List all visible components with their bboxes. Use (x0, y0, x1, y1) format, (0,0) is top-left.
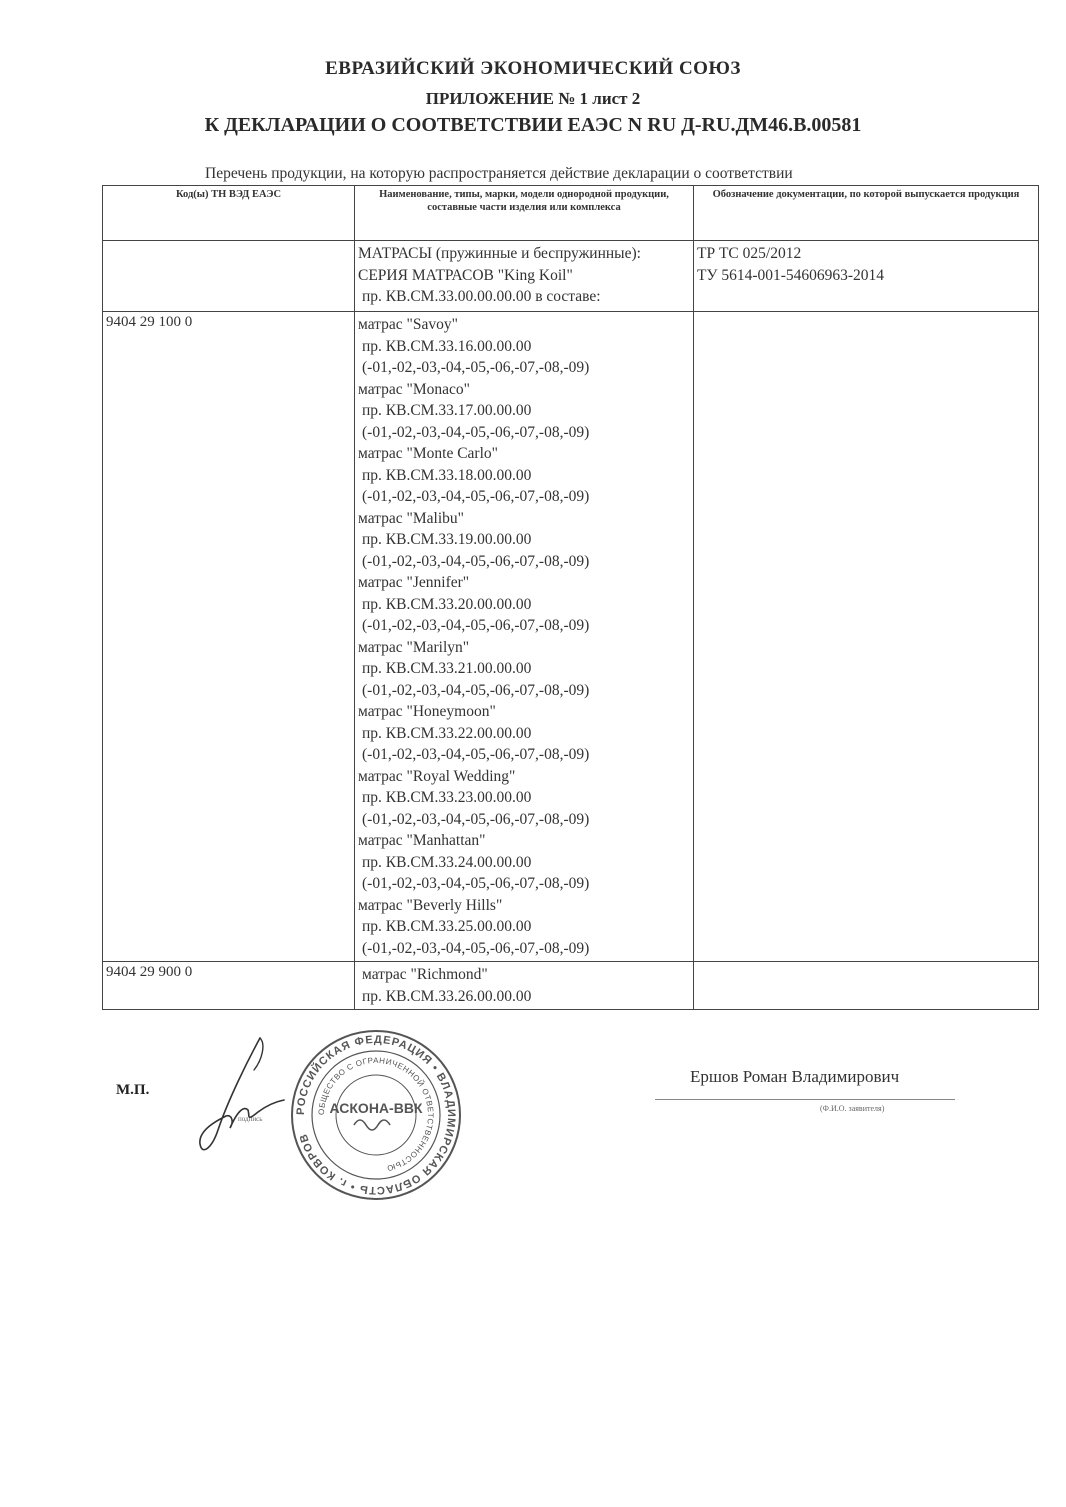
product-table (102, 185, 1039, 1010)
text-line: (-01,-02,-03,-04,-05,-06,-07,-08,-09) (362, 359, 590, 376)
seal-center-text: АСКОНА-ВВК (329, 1100, 423, 1116)
main-code-cell: 9404 29 100 0 (103, 312, 355, 962)
text-line: матрас "Beverly Hills" (358, 896, 503, 914)
text-line: (-01,-02,-03,-04,-05,-06,-07,-08,-09) (362, 939, 590, 957)
intro-code-cell (103, 241, 355, 312)
text-line: пр. КВ.СМ.33.22.00.00.00 (362, 724, 532, 742)
text-line: ТУ 5614-001-54606963-2014 (697, 266, 885, 284)
fio-label: (Ф.И.О. заявителя) (820, 1104, 885, 1113)
text-line: МАТРАСЫ (пружинные и беспружинные): (358, 245, 641, 262)
text-line: пр. КВ.СМ.33.19.00.00.00 (362, 531, 532, 548)
text-line: (-01,-02,-03,-04,-05,-06,-07,-08,-09) (362, 423, 590, 441)
text-line: матрас "Savoy" (358, 316, 458, 333)
main-doc-cell (694, 312, 1039, 962)
table-row (103, 962, 1039, 1010)
signer-name: Ершов Роман Владимирович (690, 1067, 900, 1086)
table-row (103, 312, 1039, 962)
text-line: (-01,-02,-03,-04,-05,-06,-07,-08,-09) (362, 810, 590, 828)
main-name-cell (355, 312, 694, 962)
text-line: (-01,-02,-03,-04,-05,-06,-07,-08,-09) (362, 617, 590, 634)
signature-icon (188, 1030, 298, 1160)
last-code-cell: 9404 29 900 0 (103, 962, 355, 1010)
seal-inner-text: ОБЩЕСТВО С ОГРАНИЧЕННОЙ ОТВЕТСТВЕННОСТЬЮ (316, 1055, 436, 1173)
header-codes: Код(ы) ТН ВЭД ЕАЭС (103, 186, 355, 241)
text-line: пр. КВ.СМ.33.16.00.00.00 (362, 337, 532, 355)
text-line: (-01,-02,-03,-04,-05,-06,-07,-08,-09) (362, 746, 590, 763)
text-line: матрас "Jennifer" (358, 574, 470, 591)
table-header-row (103, 186, 1039, 241)
text-line: ТР ТС 025/2012 (697, 245, 802, 262)
intro-doc-cell (694, 241, 1039, 312)
text-line: пр. КВ.СМ.33.18.00.00.00 (362, 466, 532, 484)
text-line: матрас "Malibu" (358, 509, 464, 527)
text-line: пр. КВ.СМ.33.25.00.00.00 (362, 918, 532, 935)
table-row (103, 241, 1039, 312)
text-line: (-01,-02,-03,-04,-05,-06,-07,-08,-09) (362, 488, 590, 505)
text-line: (-01,-02,-03,-04,-05,-06,-07,-08,-09) (362, 681, 590, 699)
last-doc-cell (694, 962, 1039, 1010)
text-line: пр. КВ.СМ.33.26.00.00.00 (362, 987, 532, 1005)
text-line: пр. КВ.СМ.33.24.00.00.00 (362, 853, 532, 871)
stamp-place-label: М.П. (116, 1082, 150, 1098)
text-line: пр. КВ.СМ.33.23.00.00.00 (362, 789, 532, 806)
text-line: пр. КВ.СМ.33.00.00.00.00 в составе: (362, 288, 601, 305)
text-line: матрас "Honeymoon" (358, 703, 496, 720)
header-docs: Обозначение документации, по которой выпускается продукция (694, 186, 1039, 241)
text-line: матрас "Monaco" (358, 380, 470, 398)
text-line: (-01,-02,-03,-04,-05,-06,-07,-08,-09) (362, 875, 590, 892)
text-line: матрас "Marilyn" (358, 638, 470, 656)
header-line-3: К ДЕКЛАРАЦИИ О СООТВЕТСТВИИ ЕАЭС N RU Д-RU.ДМ46.В.00581 (204, 114, 862, 136)
table-caption: Перечень продукции, на которую распространяется действие декларации о соответствии (205, 165, 793, 182)
company-seal-icon (286, 1025, 466, 1205)
header-line-1: ЕВРАЗИЙСКИЙ ЭКОНОМИЧЕСКИЙ СОЮЗ (325, 58, 741, 79)
text-line: (-01,-02,-03,-04,-05,-06,-07,-08,-09) (362, 552, 590, 570)
header-line-2: ПРИЛОЖЕНИЕ № 1 лист 2 (425, 89, 641, 108)
text-line: СЕРИЯ МАТРАСОВ "King Koil" (358, 266, 573, 284)
text-line: пр. КВ.СМ.33.21.00.00.00 (362, 660, 532, 677)
text-line: пр. КВ.СМ.33.20.00.00.00 (362, 595, 532, 613)
signature-label: подпись (238, 1115, 263, 1123)
text-line: матрас "Monte Carlo" (358, 445, 498, 462)
text-line: пр. КВ.СМ.33.17.00.00.00 (362, 402, 532, 419)
text-line: матрас "Richmond" (362, 966, 488, 983)
header-names: Наименование, типы, марки, модели однородной продукции, составные части изделия или комплекса (355, 186, 694, 241)
last-name-cell (355, 962, 694, 1010)
intro-name-cell (355, 241, 694, 312)
text-line: матрас "Royal Wedding" (358, 767, 516, 785)
seal-emblem-icon (354, 1120, 390, 1130)
text-line: матрас "Manhattan" (358, 832, 486, 849)
seal-outer-text: РОССИЙСКАЯ ФЕДЕРАЦИЯ • ВЛАДИМИРСКАЯ ОБЛАСТЬ • г. КОВРОВ (294, 1033, 458, 1197)
signer-line (655, 1099, 955, 1100)
